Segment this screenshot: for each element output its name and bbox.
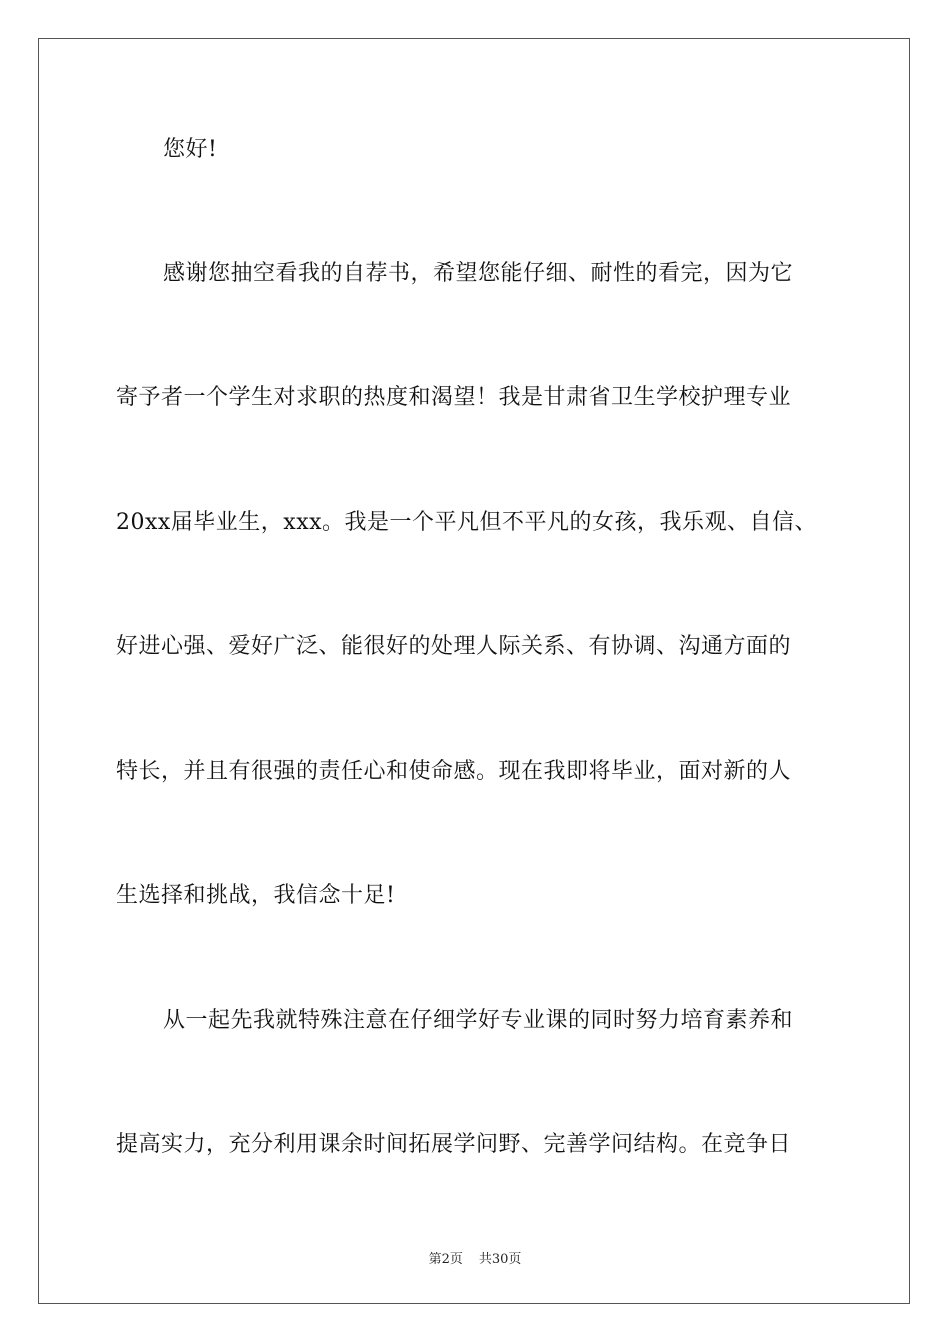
paragraph-line: 好进心强、爱好广泛、能很好的处理人际关系、有协调、沟通方面的	[116, 634, 792, 659]
paragraph-line: 寄予者一个学生对求职的热度和渴望！我是甘肃省卫生学校护理专业	[116, 385, 792, 410]
paragraph-line: 20xx届毕业生，xxx。我是一个平凡但不平凡的女孩，我乐观、自信、	[116, 510, 818, 535]
paragraph-line: 提高实力，充分利用课余时间拓展学问野、完善学问结构。在竞争日	[116, 1132, 792, 1157]
paragraph-line: 生选择和挑战，我信念十足!	[116, 883, 396, 908]
page-number-total: 共30页	[478, 1252, 522, 1267]
page-number-current: 第2页	[428, 1252, 463, 1267]
paragraph-line: 从一起先我就特殊注意在仔细学好专业课的同时努力培育素养和	[163, 1008, 794, 1033]
paragraph-line: 特长，并且有很强的责任心和使命感。现在我即将毕业，面对新的人	[116, 759, 792, 784]
greeting-line: 您好!	[163, 137, 218, 162]
page-footer	[0, 1248, 950, 1267]
page-border	[38, 38, 910, 1304]
paragraph-line: 感谢您抽空看我的自荐书，希望您能仔细、耐性的看完，因为它	[163, 261, 794, 286]
